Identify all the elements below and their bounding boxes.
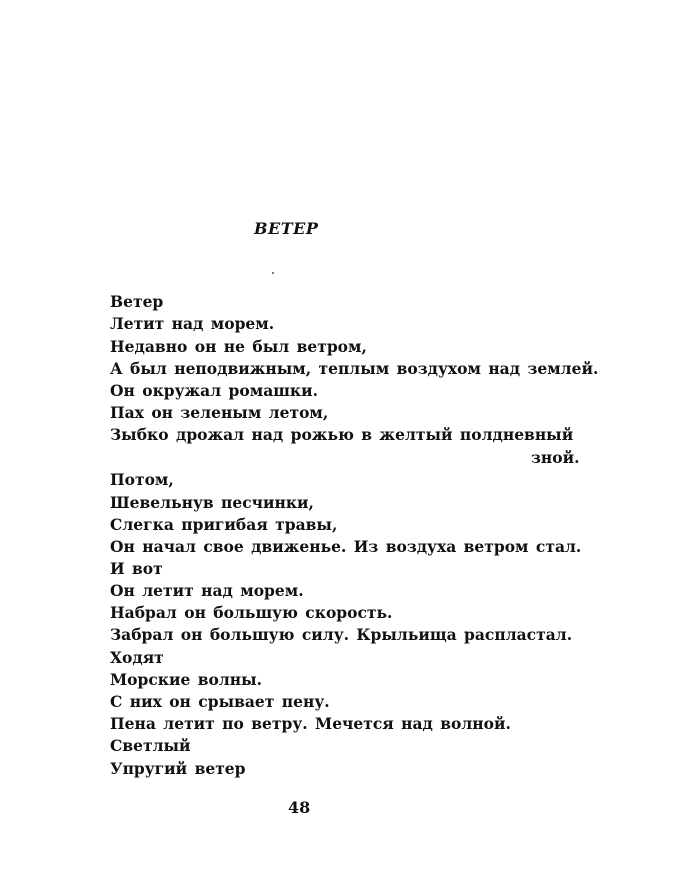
poem-line: Ходят — [110, 648, 164, 667]
poem-line: Морские волны. — [110, 670, 263, 689]
poem-line: Зыбко дрожал над рожью в желтый полдневный — [110, 425, 574, 444]
poem-line: Потом, — [110, 470, 174, 489]
poem-line: Забрал он большую силу. Крыльища распластал. — [110, 625, 573, 644]
poem-line: Недавно он не был ветром, — [110, 337, 367, 356]
poem-line: С них он срывает пену. — [110, 692, 330, 711]
poem-line: Он окружал ромашки. — [110, 381, 318, 400]
poem-line: Шевельнув песчинки, — [110, 493, 314, 512]
poem-line: Он летит над морем. — [110, 581, 304, 600]
poem-line: Пена летит по ветру. Мечется над волной. — [110, 714, 511, 733]
poem-line: Светлый — [110, 736, 191, 755]
poem-line: Упругий ветер — [110, 759, 246, 778]
print-speck — [272, 272, 274, 274]
poem-line: Ветер — [110, 292, 164, 311]
poem-line: Слегка пригибая травы, — [110, 515, 338, 534]
poem-line-continuation: зной. — [531, 448, 580, 467]
poem-title: ВЕТЕР — [254, 219, 319, 238]
poem-line: Он начал свое движенье. Из воздуха ветром стал. — [110, 537, 582, 556]
poem-line: Набрал он большую скорость. — [110, 603, 393, 622]
poem-line: Пах он зеленым летом, — [110, 403, 329, 422]
page-number: 48 — [288, 798, 311, 817]
poem-line: Летит над морем. — [110, 314, 275, 333]
poem-line: И вот — [110, 559, 163, 578]
poem-line: А был неподвижным, теплым воздухом над землей. — [110, 359, 599, 378]
